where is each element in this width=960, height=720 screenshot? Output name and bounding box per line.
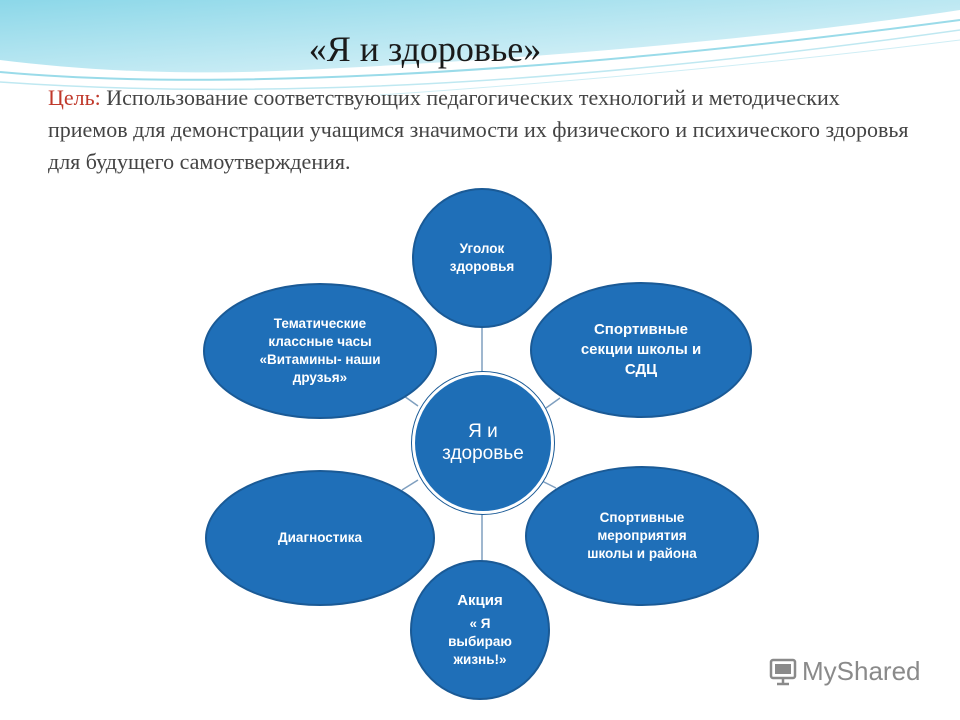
node-diagnostics-label: Диагностика <box>278 530 362 545</box>
node-health-corner-line-2: здоровья <box>449 259 515 274</box>
center-node <box>412 372 554 514</box>
node-health-corner-line-1: Уголок <box>459 241 505 256</box>
watermark <box>768 656 921 687</box>
center-line-1: Я и <box>468 421 498 442</box>
node-class-hours <box>203 283 437 419</box>
watermark-text: MyShared <box>802 656 921 686</box>
node-sport-sections-line-3: СДЦ <box>624 361 658 378</box>
node-class-hours-line-1: Тематические <box>273 316 367 331</box>
node-sport-events-line-3: школы и района <box>587 546 697 561</box>
connector-bottom-left <box>402 480 418 490</box>
goal-label: Цель: <box>48 85 101 110</box>
node-class-hours-line-2: классные часы <box>268 334 372 349</box>
center-line-2: здоровье <box>442 443 524 464</box>
node-sport-sections <box>530 282 752 418</box>
node-class-hours-line-3: «Витамины- наши <box>259 352 381 367</box>
connector-top-right <box>546 398 560 408</box>
node-action-line-2: выбираю <box>448 633 512 649</box>
connector-top-left <box>404 396 418 406</box>
presentation-screen-icon <box>768 657 798 687</box>
page-title: «Я и здоровье» <box>308 29 542 69</box>
node-diagnostics <box>205 470 435 606</box>
node-health-corner <box>412 188 552 328</box>
node-action <box>410 560 550 700</box>
node-action-line-3: жизнь!» <box>453 651 507 667</box>
node-sport-sections-line-1: Спортивные <box>593 321 688 338</box>
node-sport-events <box>525 466 759 606</box>
node-sport-events-line-2: мероприятия <box>597 528 687 543</box>
node-sport-sections-line-2: секции школы и <box>580 341 702 358</box>
node-action-line-1: « Я <box>469 615 491 631</box>
goal-text: Использование соответствующих педагогических технологий и методических приемов для демонстрации учащимся значимости их физического и психического здоровья для будущего самоутверждения. <box>48 85 909 174</box>
node-class-hours-line-4: друзья» <box>292 370 348 385</box>
node-sport-events-line-1: Спортивные <box>599 510 685 525</box>
node-action-title: Акция <box>457 591 503 609</box>
